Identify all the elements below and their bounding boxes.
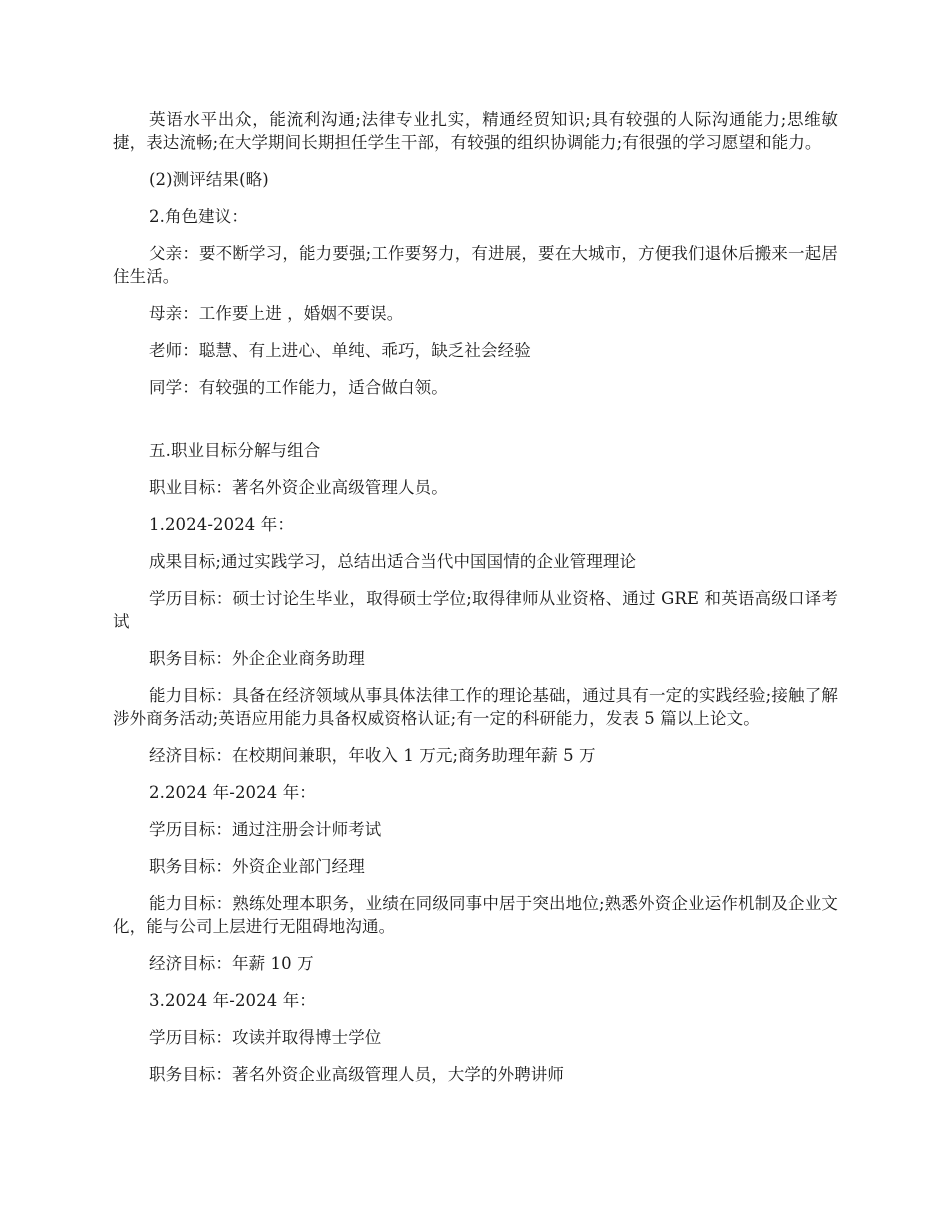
paragraph-ability-goal-2: 能力目标：熟练处理本职务，业绩在同级同事中居于突出地位;熟悉外资企业运作机制及企业文化，能与公司上层进行无阻碍地沟通。 xyxy=(113,894,838,936)
paragraph-education-goal-1: 学历目标：硕士讨论生毕业，取得硕士学位;取得律师从业资格、通过 GRE 和英语高级口译考试 xyxy=(113,589,838,631)
paragraph-position-goal-2: 职务目标：外资企业部门经理 xyxy=(149,857,365,876)
document-page xyxy=(113,108,838,1086)
phase-heading-1: 1.2024-2024 年： xyxy=(149,515,294,534)
paragraph-career-goal: 职业目标：著名外资企业高级管理人员。 xyxy=(149,478,448,497)
paragraph-role-advice-heading: 2.角色建议： xyxy=(149,207,248,226)
paragraph-education-goal-2: 学历目标：通过注册会计师考试 xyxy=(149,820,382,839)
phase-heading-3: 3.2024 年-2024 年： xyxy=(149,991,316,1010)
paragraph-mother: 母亲：工作要上进 ，婚姻不要误。 xyxy=(149,304,404,323)
paragraph-economic-goal-1: 经济目标：在校期间兼职，年收入 1 万元;商务助理年薪 5 万 xyxy=(149,746,596,765)
paragraph-strengths: 英语水平出众，能流利沟通;法律专业扎实，精通经贸知识;具有较强的人际沟通能力;思维敏捷，表达流畅;在大学期间长期担任学生干部，有较强的组织协调能力;有很强的学习愿望和能力。 xyxy=(113,110,838,152)
paragraph-teacher: 老师：聪慧、有上进心、单纯、乖巧，缺乏社会经验 xyxy=(149,341,531,360)
section-heading-career-goals: 五.职业目标分解与组合 xyxy=(149,441,321,460)
paragraph-ability-goal-1: 能力目标：具备在经济领域从事具体法律工作的理论基础，通过具有一定的实践经验;接触了解涉外商务活动;英语应用能力具备权威资格认证;有一定的科研能力，发表 5 篇以上论文。 xyxy=(113,686,838,728)
paragraph-assessment-result: (2)测评结果(略) xyxy=(149,170,269,189)
paragraph-education-goal-3: 学历目标：攻读并取得博士学位 xyxy=(149,1028,382,1047)
paragraph-father: 父亲：要不断学习，能力要强;工作要努力，有进展，要在大城市，方便我们退休后搬来一起居住生活。 xyxy=(113,244,838,286)
paragraph-economic-goal-2: 经济目标：年薪 10 万 xyxy=(149,954,314,973)
paragraph-classmate: 同学：有较强的工作能力，适合做白领。 xyxy=(149,378,448,397)
paragraph-position-goal-1: 职务目标：外企企业商务助理 xyxy=(149,649,365,668)
phase-heading-2: 2.2024 年-2024 年： xyxy=(149,783,316,802)
paragraph-position-goal-3: 职务目标：著名外资企业高级管理人员，大学的外聘讲师 xyxy=(149,1065,564,1084)
paragraph-achievement-goal: 成果目标;通过实践学习，总结出适合当代中国国情的企业管理理论 xyxy=(149,552,637,571)
